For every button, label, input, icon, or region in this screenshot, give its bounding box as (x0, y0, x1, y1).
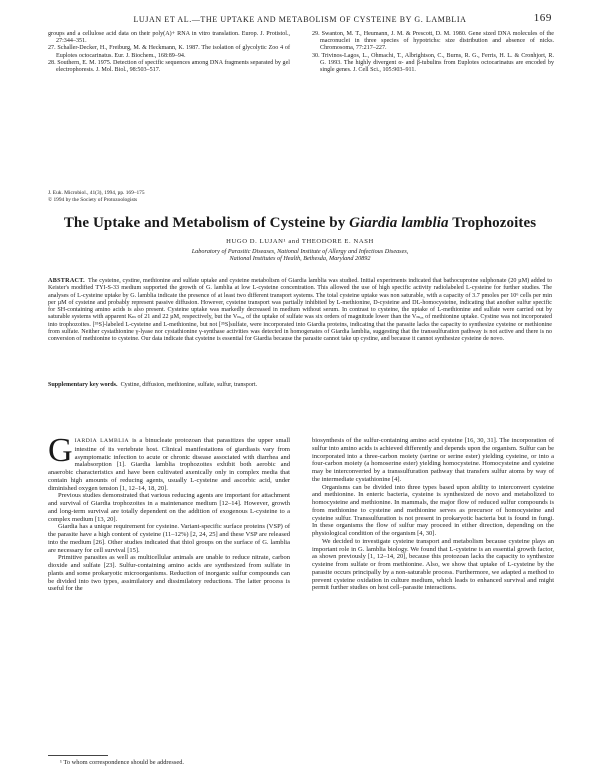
body-paragraph: GIARDIA LAMBLIA is a binucleate protozoan that parasitizes the upper small intestine of its vertebrate host. Clinical manifestations of giardiasis vary from asymptomatic infection to acute or chronic disease associated with diarrhea and malabsorption [1]. Giardia lamblia trophozoites exhibit both aerobic and anaerobic characteristics and have been cultivated axenically only in complex media that contain high amounts of reducing agents, usually L-cysteine and ascorbic acid, under diminished oxygen tension [1, 12–14, 18, 20]. (48, 432, 291, 492)
body-paragraph: We decided to investigate cysteine transport and metabolism because cysteine plays an important role in G. lamblia biology. We found that L-cysteine is an essential growth factor, as shown previously [1, 12–14, 20], because this protozoan lacks the capacity to synthesize cysteine from sulfate or from methionine. Also, we show that uptake of L-cysteine by the parasite occurs principally by a non-saturable process. Furthermore, we adapted a method to prevent cysteine oxidation in culture medium, which leads to enhanced survival and might permit further studies on host cell–parasite interactions. (312, 537, 554, 592)
body-paragraph: Previous studies demonstrated that various reducing agents are important for attachment and survival of Giardia trophozoites in a maintenance medium [12–14]. However, growth and long-term survival are totally dependent on the addition of exogenous L-cysteine to a complex medium [13, 20]. (48, 492, 290, 523)
references-right-column (312, 31, 554, 74)
reference-item: 28. Southern, E. M. 1975. Detection of specific sequences among DNA fragments separated by gel electrophoresis. J. Mol. Biol., 98:503–517. (48, 59, 290, 74)
body-paragraph: Organisms can be divided into three types based upon ability to interconvert cysteine and methionine. In enteric bacteria, cysteine is synthesized de novo and metabolized to homocysteine and methionine. In mammals, the major flow of reduced sulfur compounds is from methionine to cysteine and methionine serves as precursor of homocysteine and cysteine sulfur. Transsulfuration is not present in prokaryotic bacteria but is found in fungi. In these organisms the flow of sulfur may proceed in either direction, depending on the physiological condition of the organism [4, 30]. (312, 483, 554, 537)
abstract (48, 278, 552, 344)
affiliation-line: National Institutes of Health, Bethesda, Maryland 20892 (229, 255, 371, 263)
abstract-label: ABSTRACT. (48, 278, 85, 284)
author-affiliation (120, 248, 480, 262)
abstract-text: The cysteine, cystine, methionine and sulfate uptake and cysteine metabolism of Giardia lamblia was studied. Initial experiments indicated that bathocuproine sulphonate (20 µM) added to Keister's modified TYI-S-33 medium supported the growth of G. lamblia at low L-cysteine concentration. This allowed the use of high specific activity radiolabeled L-cysteine for further studies. The analyses of L-cysteine uptake by G. lamblia indicate the presence of at least two different transport systems. The total cysteine uptake was non saturable, with a capacity of 3.7 pmoles per 10⁶ cells per min per µM of cysteine and probably represent passive diffusion. However, cysteine transport was partially inhibited by L-methionine, D-cysteine and DL-homocysteine, indicating that another sulfur specific for SH-containing amino acids is also present. Cysteine uptake was markedly decreased in medium without serum. In contrast to cysteine, the uptake of L-methionine and sulfate were carried out by saturable systems with apparent Kₘ of 21 and 22 µM, respectively, but the Vₘₐₓ of the uptake of sulfate was six orders of magnitude lower than the Vₘₐₓ of methionine uptake. Cystine was not incorporated into trophozoites. [³⁵S]-labeled L-cysteine and L-methionine, but not [³⁵S]sulfate, were incorporated into Giardia proteins, indicating that the parasite lacks the capacity to synthesize cysteine or methionine from sulfate. Neither cystathionine γ-lyase nor cystathionine γ-synthase activities was detected in homogenates of Giardia lamblia, suggesting that the transsulfuration pathway is not active and there is no conversion of methionine to cysteine. Our data indicate that cysteine is essential for Giardia because the parasite cannot take up cystine, and because it cannot synthesize cysteine de novo. (48, 278, 552, 343)
body-right-column (312, 437, 554, 592)
first-word: IARDIA LAMBLIA (74, 438, 130, 444)
reference-item: 29. Swanton, M. T., Heumann, J. M. & Prescott, D. M. 1980. Gene sized DNA molecules of the macronuclei in three species of hypotrichs: size distribution and absence of nicks. Chromosoma, 77:217–227. (312, 31, 554, 52)
body-paragraph: Giardia has a unique requirement for cysteine. Variant-specific surface proteins (VSP) of the parasite have a high content of cysteine (11–12%) [2, 24, 25] and these VSP are released into the medium [26]. Other studies indicated that thiol groups on the surface of G. lamblia are necessary for cell survival [15]. (48, 523, 290, 554)
page-number: 169 (533, 12, 552, 24)
running-head-title: LUJAN ET AL.—THE UPTAKE AND METABOLISM OF CYSTEINE BY G. LAMBLIA (133, 15, 467, 24)
journal-citation: J. Euk. Microbiol., 41(3), 1994, pp. 169–175 (48, 190, 145, 196)
body-left-column (48, 432, 291, 593)
copyright-line: © 1994 by the Society of Protozoologists (48, 196, 138, 203)
body-paragraph: Primitive parasites as well as multicellular animals are unable to reduce nitrate, carbon dioxide and sulfate [23]. Sulfur-containing amino acids are synthesized from sulfate in plants and some prokaryotic microorganisms. Reduction of inorganic sulfur compounds can be divided into two types, assimilatory and dissimilatory reductions. The latter process is useful for the (48, 554, 290, 593)
title-prefix: The Uptake and Metabolism of Cysteine by (63, 215, 350, 231)
keywords-label: Supplementary key words. (48, 382, 118, 388)
footnote-divider (48, 755, 108, 756)
reference-item: groups and a cellulose acid data on their poly(A)+ RNA in vitro translation. Europ. J. Protistol., 27:344–351. (48, 31, 290, 45)
keywords (48, 382, 552, 388)
affiliation-line: Laboratory of Parasitic Diseases, National Institute of Allergy and Infectious Diseases, (191, 248, 409, 255)
references-left-column (48, 31, 290, 74)
article-title (40, 215, 560, 232)
footnote: ¹ To whom correspondence should be addressed. (60, 759, 184, 766)
article-authors: HUGO D. LUJAN¹ and THEODORE E. NASH (226, 238, 374, 245)
keywords-text: Cystine, diffusion, methionine, sulfate, sulfur, transport. (120, 382, 258, 388)
reference-item: 27. Schaller-Decker, H., Freiburg, M. & Heckmann, K. 1987. The isolation of glycolytic Zoo 4 of Euplotes octocarinatus. Eur. J. Biochem., 168:89–94. (48, 45, 290, 59)
drop-cap: G (48, 432, 73, 469)
title-suffix: Trophozoites (448, 215, 537, 231)
title-species: Giardia lamblia (349, 215, 449, 231)
publication-info (48, 190, 308, 203)
reference-item: 30. Trivinos-Lagos, L., Ohmachi, T., Albrightson, C., Burns, R. G., Ferris, H. L. & Cronhjort, R. G. 1993. The highly divergent α- and β-tubulins from Euplotes octocarinatus are encoded by single genes. J. Cell Sci., 105:903–911. (312, 52, 554, 74)
running-head (48, 12, 552, 28)
body-paragraph: biosynthesis of the sulfur-containing amino acid cysteine [16, 30, 31]. The incorporation of sulfur into amino acids is achieved differently and depends upon the organism. Sulfur can be incorporated into a three-carbon moiety (serine or serine ester) yielding cysteine, or into a four-carbon moiety (a homoserine ester) yielding homocysteine. Homocysteine and cysteine may be interconverted by a transsulfuration pathway that transfers sulfur atoms by way of the intermediate cystathionine [4]. (312, 437, 554, 483)
